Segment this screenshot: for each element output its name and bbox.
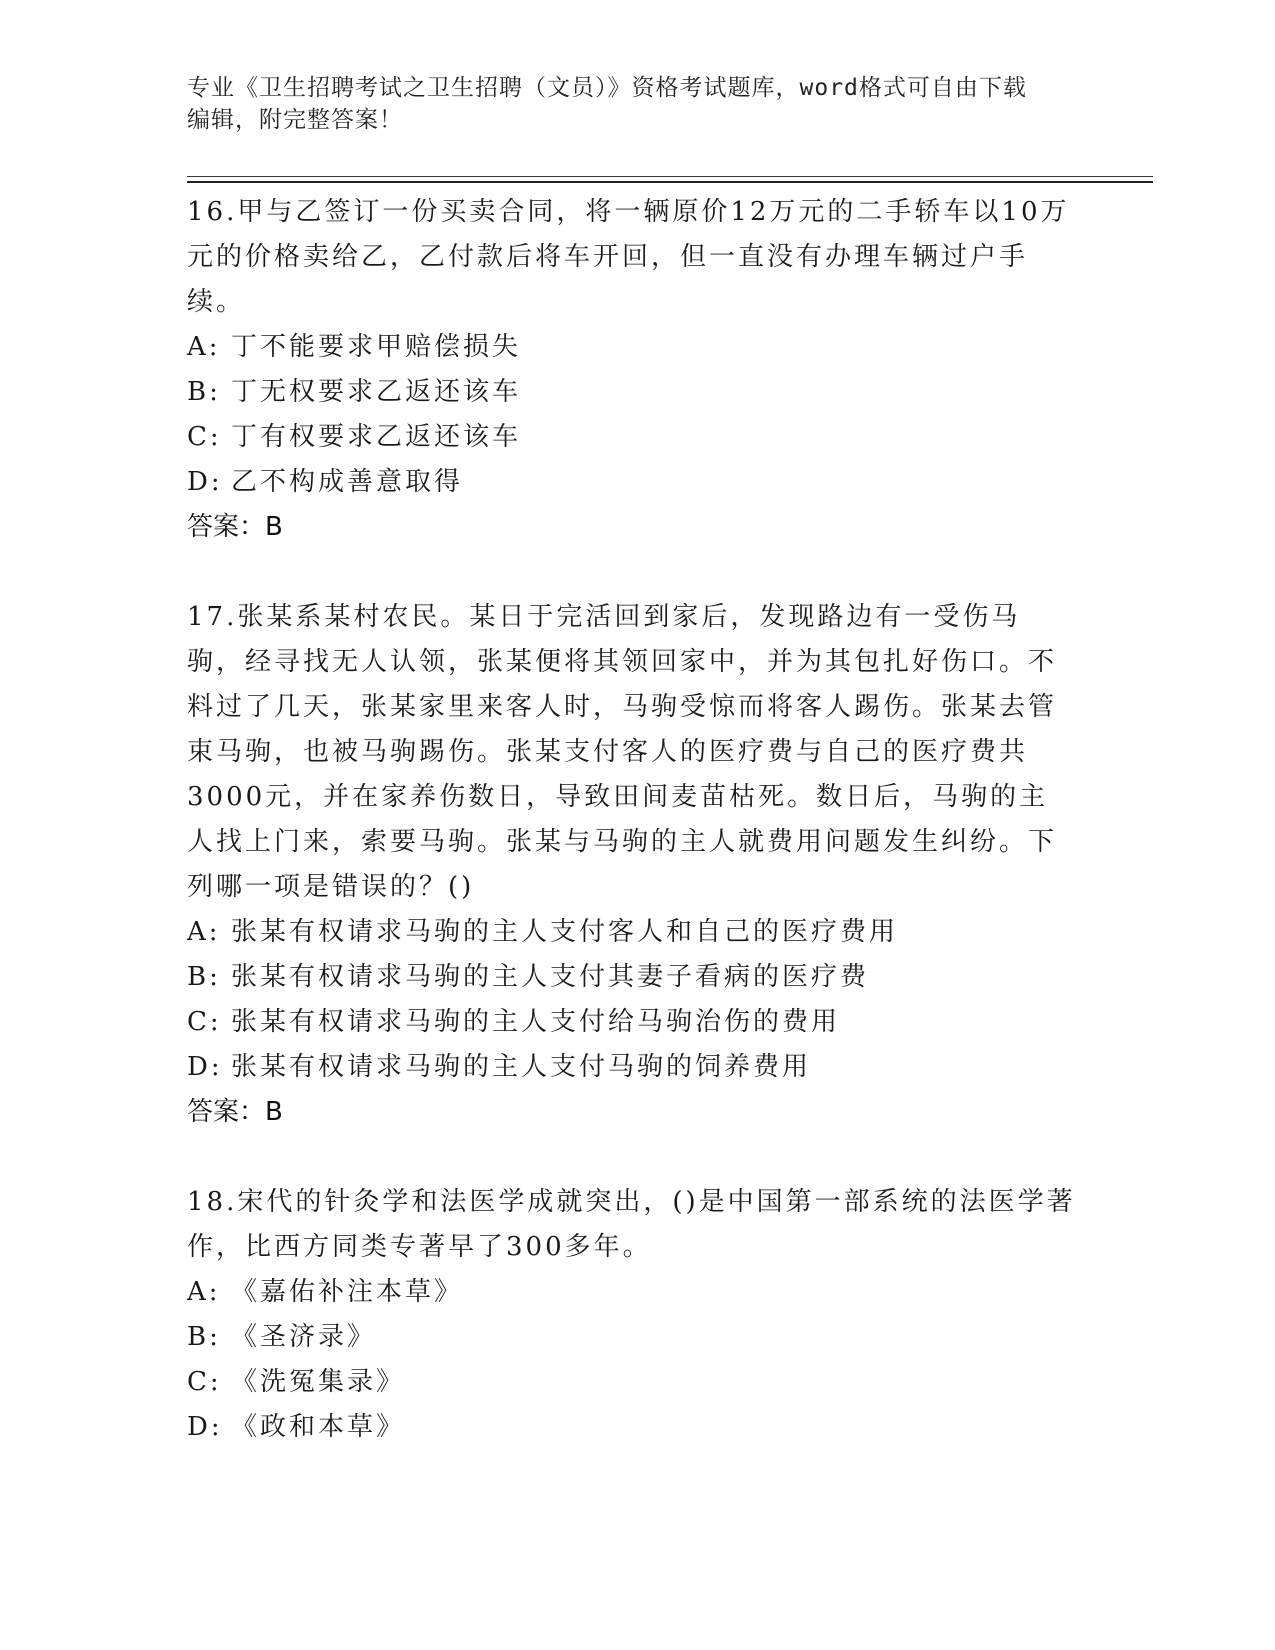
option-key: C:	[187, 1367, 222, 1397]
option-c	[187, 415, 1077, 460]
option-key: C:	[187, 1007, 222, 1037]
header-divider-thick	[187, 181, 1153, 183]
option-text: 张某有权请求马驹的主人支付客人和自己的医疗费用	[231, 917, 899, 947]
question-17	[187, 595, 1077, 1135]
option-d	[187, 1045, 1077, 1090]
option-text: 张某有权请求马驹的主人支付给马驹治伤的费用	[231, 1007, 841, 1037]
option-a	[187, 1270, 1077, 1315]
question-stem: 17.张某系某村农民。某日于完活回到家后，发现路边有一受伤马驹，经寻找无人认领，张某便将其领回家中，并为其包扎好伤口。不料过了几天，张某家里来客人时，马驹受惊而将客人踢伤。张某去管束马驹，也被马驹踢伤。张某支付客人的医疗费与自己的医疗费共3000元，并在家养伤数日，导致田间麦苗枯死。数日后，马驹的主人找上门来，索要马驹。张某与马驹的主人就费用问题发生纠纷。下列哪一项是错误的？()	[187, 602, 1058, 902]
option-a	[187, 325, 1077, 370]
option-text: 张某有权请求马驹的主人支付其妻子看病的医疗费	[231, 962, 870, 992]
option-text: 《嘉佑补注本草》	[231, 1277, 464, 1307]
header-line-2: 编辑，附完整答案！	[187, 107, 403, 133]
option-c	[187, 1360, 1077, 1405]
option-b	[187, 955, 1077, 1000]
header-divider-thin	[187, 176, 1153, 177]
option-text: 张某有权请求马驹的主人支付马驹的饲养费用	[231, 1052, 812, 1082]
option-b	[187, 370, 1077, 415]
option-text: 《圣济录》	[231, 1322, 377, 1352]
option-text: 乙不构成善意取得	[231, 467, 464, 497]
option-d	[187, 1405, 1077, 1450]
option-key: A:	[187, 332, 221, 362]
answer-label: 答案：B	[187, 512, 283, 542]
option-text: 《政和本草》	[231, 1412, 406, 1442]
answer-label: 答案：B	[187, 1097, 283, 1127]
option-text: 丁无权要求乙返还该车	[231, 377, 522, 407]
option-key: D:	[187, 1412, 223, 1442]
question-stem: 18.宋代的针灸学和法医学成就突出，()是中国第一部系统的法医学著作，比西方同类专著早了300多年。	[187, 1187, 1076, 1262]
option-a	[187, 910, 1077, 955]
option-d	[187, 460, 1077, 505]
header-line-1: 专业《卫生招聘考试之卫生招聘（文员）》资格考试题库，word格式可自由下载	[187, 75, 1027, 101]
option-text: 《洗冤集录》	[231, 1367, 406, 1397]
option-b	[187, 1315, 1077, 1360]
option-key: B:	[187, 1322, 221, 1352]
document-header	[187, 72, 1067, 136]
option-key: A:	[187, 917, 221, 947]
option-key: B:	[187, 377, 221, 407]
question-list	[187, 190, 1077, 1495]
question-16	[187, 190, 1077, 550]
question-stem: 16.甲与乙签订一份买卖合同，将一辆原价12万元的二手轿车以10万元的价格卖给乙，乙付款后将车开回，但一直没有办理车辆过户手续。	[187, 197, 1070, 317]
option-c	[187, 1000, 1077, 1045]
option-key: A:	[187, 1277, 221, 1307]
option-key: C:	[187, 422, 222, 452]
option-text: 丁有权要求乙返还该车	[231, 422, 522, 452]
option-key: B:	[187, 962, 221, 992]
option-text: 丁不能要求甲赔偿损失	[231, 332, 522, 362]
question-18	[187, 1180, 1077, 1450]
option-key: D:	[187, 467, 223, 497]
option-key: D:	[187, 1052, 223, 1082]
